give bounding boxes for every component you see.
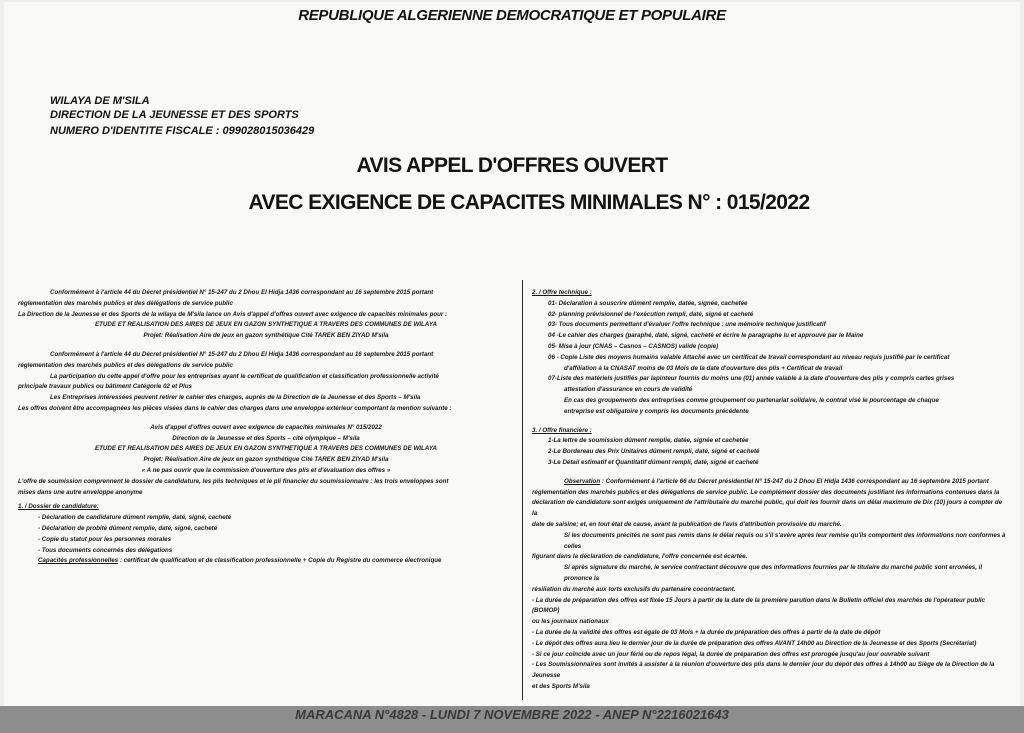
notice-page: [4, 2, 1020, 706]
observation-text: figurant dans la déclaration de candidature, l'offre concernée est écartée.: [532, 553, 748, 561]
grouping-text: En cas des groupements des entreprises comme groupement ou partenariat solidaire, le contrat visé le pourcentage de chaque: [564, 396, 939, 404]
mention-line-5: « A ne pas ouvrir que la commission d'ouverture des plis et d'évaluation des offres »: [141, 466, 391, 474]
financial-item: 2-Le Bordereau des Prix Unitaires dûment rempli, daté, signé et cacheté: [548, 448, 760, 456]
column-divider: [522, 280, 523, 700]
publication-footer-text: MARACANA N°4828 - LUNDI 7 NOVEMBRE 2022 - ANEP N°2216021643: [295, 707, 729, 722]
publication-footer: [0, 706, 1024, 733]
opening-text-cont: et des Sports M'sila: [532, 682, 590, 690]
capacities-line: [18, 556, 514, 567]
mention-line-3: ETUDE ET REALISATION DES AIRES DE JEUX EN GAZON SYNTHETIQUE A TRAVERS DES COMMUNES DE WILAYA: [95, 445, 437, 453]
observation-text: Si après signature du marché, le service contractant découvre que des informations fournies par le titulaire du marché public sont erronées, il prononce la: [564, 564, 983, 582]
republic-header: REPUBLIQUE ALGERIENNE DEMOCRATIQUE ET POPULAIRE: [298, 7, 726, 24]
technical-item: 04 -Le cahier des charges (paraphé, daté, signé, cacheté et écrire le paragraphe lu et approuvé par le Maine: [548, 332, 864, 340]
capacities-text: : certificat de qualification et de classification professionnelle + Copie du Registre du commerce électronique: [118, 557, 442, 565]
validity-text: - La durée de la validité des offres est égale de 03 Mois + la durée de préparation des offres à partir de la date de dépôt: [532, 628, 881, 636]
financial-item: 3-Le Détail estimatif et Quantitatif dûment rempli, daté, signé et cacheté: [548, 458, 759, 466]
technical-item: 05- Mise à jour (CNAS – Casnos – CASNOS) valide (copie): [548, 342, 719, 350]
financial-item: 1-La lettre de soumission dûment remplie, datée, signée et cachetée: [548, 437, 749, 445]
grouping-text-cont: entreprise est obligatoire y compris les documents précédente: [564, 407, 749, 415]
notice-title: AVIS APPEL D'OFFRES OUVERT: [356, 154, 668, 177]
candidature-item: - Copie du statut pour les personnes morales: [38, 535, 172, 543]
observation-text: date de saisine; et, en tout état de cause, avant la publication de l'avis d'attribution provisoire du marché.: [532, 520, 842, 528]
observation-line: [532, 477, 1006, 488]
issuer-block: [50, 90, 314, 142]
left-column: [18, 288, 514, 567]
technical-item-cont: d'affiliation à la CNASAT moins de 03 Mois de la date d'ouverture des plis + Certificat de travail: [564, 364, 843, 372]
direction-line: DIRECTION DE LA JEUNESSE ET DES SPORTS: [50, 109, 299, 121]
capacities-label: Capacités professionnelles: [38, 557, 119, 565]
notice-subtitle: AVEC EXIGENCE DE CAPACITES MINIMALES N° : 015/2022: [248, 191, 810, 214]
technical-item: 07-Liste des matériels justifiés par lapinteur fournis du moins une (01) année valable à la date d'ouverture des plis y compris cartes grises: [548, 375, 955, 383]
candidature-item: - Déclaration de candidature dûment remplie, daté, signé, cacheté: [38, 514, 232, 522]
mention-line-2: Direction de la Jeunesse et des Sports – cité olympique – M'sila: [172, 434, 360, 442]
candidature-item: - Tous documents concernés des délégations: [38, 546, 173, 554]
withdrawal-text: Les Entreprises intéressées peuvent retirer le cahier des charges, auprès de la Direction de la Jeunesse et des Sports – M'sila: [50, 394, 421, 402]
fiscal-id-line: NUMERO D'IDENTITE FISCALE : 099028015036429: [50, 125, 315, 137]
holiday-text: - Si ce jour coïncide avec un jour férié ou de repos légal, la durée de préparation des offres est prorogée jusqu'au jour ouvrable suivant: [532, 650, 930, 658]
participation-text-cont: principale travaux publics ou bâtiment Catégorie 02 et Plus: [18, 383, 192, 391]
envelope-text: Les offres doivent être accompagnées les pièces visées dans le cahier des charges dans une enveloppe extérieur comportant la mention suivante :: [18, 404, 452, 412]
legal-reference-2-cont: réglementation des marchés publics et des délégations de service public: [18, 361, 233, 369]
technical-offer-heading: 2. / Offre technique :: [532, 289, 592, 296]
technical-item: 02- planning prévisionnel de l'exécution rempli, daté, signé et cacheté: [548, 310, 754, 318]
wilaya-line: WILAYA DE M'SILA: [50, 95, 150, 107]
observation-label: Observation: [564, 477, 601, 485]
project-name: Projet: Réalisation Aire de jeux en gazon synthétique Cité TAREK BEN ZIYAD M'sila: [143, 332, 389, 340]
observation-text: : Conformément à l'article 66 du Décret présidentiel N° 15-247 du 2 Dhou El Hidja 1436 correspondant au 16 septembre 2015 portant: [600, 477, 989, 485]
observation-text: déclaration de candidature sont exigés uniquement de l'attributaire du marché public, qui doit les fournir dans un délai maximum de Dix (10) jours à compter de la: [532, 499, 1003, 518]
technical-item-cont: attestation d'assurance en cours de validité: [564, 386, 693, 394]
technical-item: 03- Tous documents permettant d'évaluer l'offre technique : une mémoire technique justificatif: [548, 321, 826, 329]
legal-reference-cont: réglementation des marchés publics et des délégations de service public: [18, 299, 233, 307]
opening-text: - Les Soumissionnaires sont invités à assister à la réunion d'ouverture des plis dans le dernier jour du dépôt des offres à 14h00 au Siège de la Direction de la Jeunesse: [532, 661, 995, 680]
technical-item: 06 - Copie Liste des moyens humains valable Attaché avec un certificat de travail correspondant au niveau requis justifié par le certificat: [548, 353, 950, 361]
candidature-item: - Déclaration de probité dûment remplie, daté, signé, cacheté: [38, 524, 218, 532]
candidature-heading: 1. / Dossier de candidature:: [18, 503, 99, 511]
observation-text: Si les documents précités ne sont pas remis dans le délai requis ou s'il s'avère après leur remise qu'ils comportent des informations non conformes à celles: [564, 531, 1006, 550]
deadline-text: - La durée de préparation des offres est fixée 15 Jours à partir de la date de la première parution dans le Bulletin officiel des marchés de l'opérateur public (BOMOP): [532, 596, 986, 615]
right-column: [532, 288, 1006, 693]
project-heading: ETUDE ET REALISATION DES AIRES DE JEUX EN GAZON SYNTHETIQUE A TRAVERS DES COMMUNES DE WILAYA: [95, 321, 437, 329]
technical-item: 01- Déclaration à souscrire dûment remplie, datée, signée, cachetée: [548, 299, 748, 307]
announcement-text: La Direction de la Jeunesse et des Sports de la wilaya de M'sila lance un Avis d'appel d'offres ouvert avec exigence de capacités minimales pour :: [18, 310, 448, 318]
participation-text: La participation du cette appel d'offre pour les entreprises ayant le certificat de qualification et classification professionnelle activité: [50, 372, 439, 380]
observation-text: réglementation des marchés publics et des délégations de service public. Le complément dossier des documents justifiant les informations contenues dans la: [532, 488, 1000, 496]
mention-line-1: Avis d'appel d'offres ouvert avec exigence de capacités minimales N° 015/2022: [150, 423, 382, 431]
submission-text: L'offre de soumission comprennent le dossier de candidature, les plis techniques et le pli financier du soumissionnaire : les trois enveloppes sont: [18, 477, 449, 485]
mention-line-4: Projet: Réalisation Aire de jeux en gazon synthétique Cité TAREK BEN ZIYAD M'sila: [143, 456, 389, 464]
legal-reference: Conformément à l'article 44 du Décret présidentiel N° 15-247 du 2 Dhou El Hidja 1436 correspondant au 16 septembre 2015 portant: [50, 289, 434, 296]
financial-offer-heading: 3. / Offre financière :: [532, 426, 592, 434]
observation-text: résiliation du marché aux torts exclusifs du partenaire cocontractant.: [532, 585, 736, 593]
submission-text-cont: mises dans une autre enveloppe anonyme: [18, 488, 143, 496]
legal-reference-2: Conformément à l'article 44 du Décret présidentiel N° 15-247 du 2 Dhou El Hidja 1436 correspondant au 16 septembre 2015 portant: [50, 350, 434, 358]
deadline-text: ou les journaux nationaux: [532, 618, 609, 626]
deposit-text: - Le dépôt des offres aura lieu le dernier jour de la durée de préparation des offres AVANT 14h00 au Direction de la Jeunesse et des Sports (Secrétariat): [532, 639, 977, 647]
